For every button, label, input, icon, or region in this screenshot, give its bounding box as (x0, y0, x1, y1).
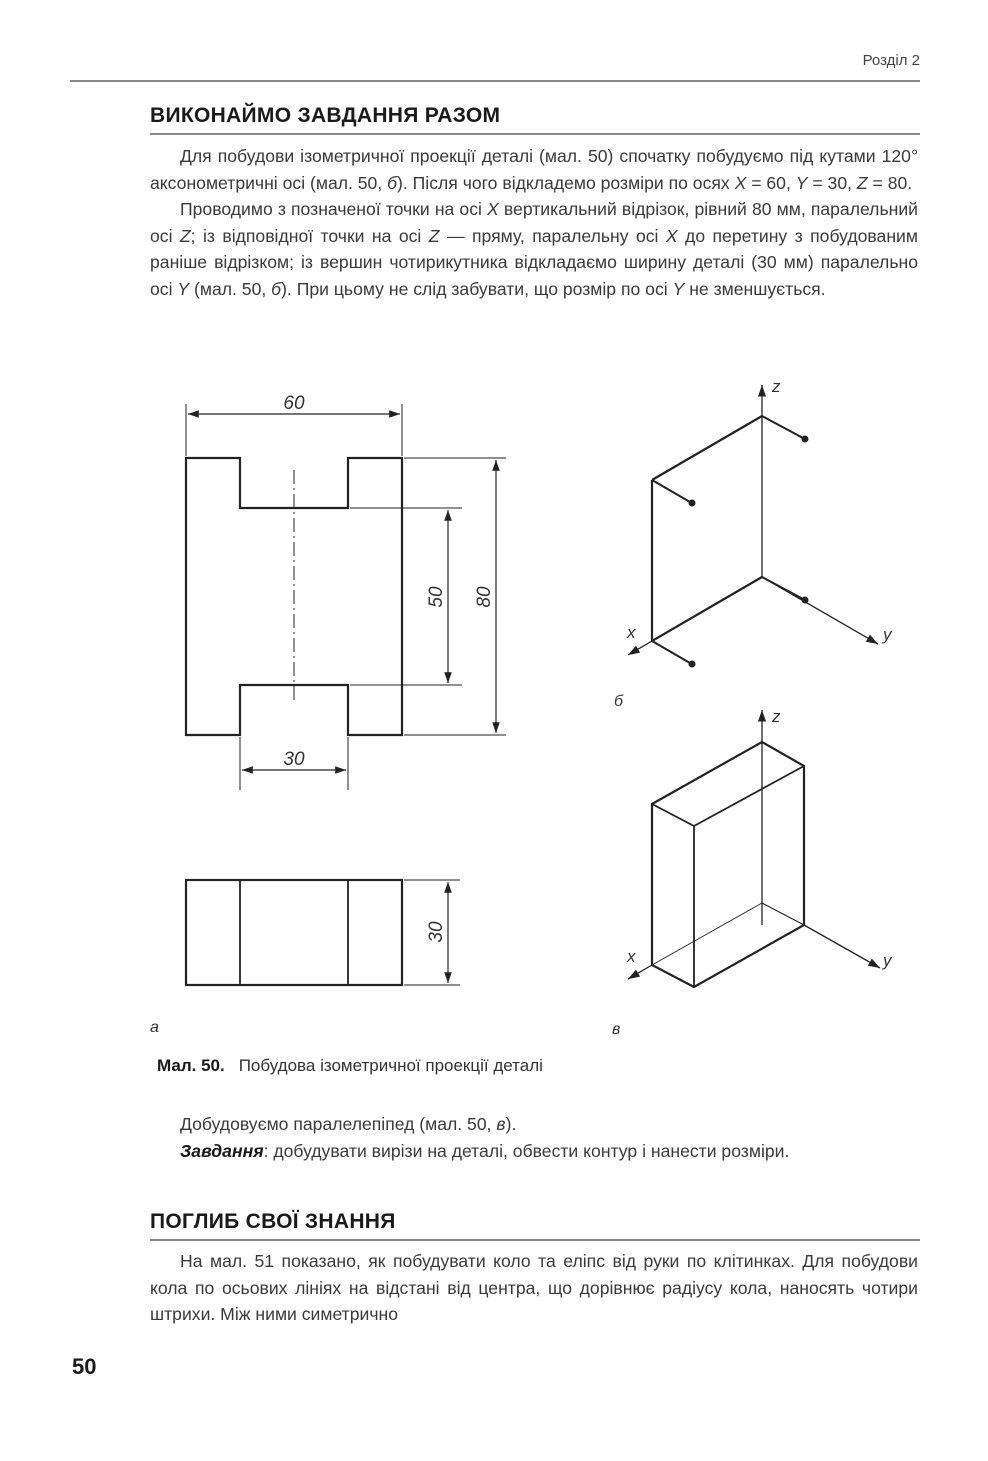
dim-30: 30 (283, 749, 305, 770)
y-axis (804, 925, 880, 968)
caption-label: Мал. 50. (157, 1056, 225, 1075)
label-a: а (150, 1019, 159, 1036)
dim-80: 80 (474, 586, 495, 608)
dim-60: 60 (283, 393, 305, 414)
label-v: в (612, 1021, 621, 1038)
front-view (186, 404, 506, 790)
section-heading: ВИКОНАЙМО ЗАВДАННЯ РАЗОМ (150, 104, 501, 127)
section-label: Розділ 2 (862, 52, 920, 69)
parallelepiped (628, 710, 880, 987)
z-axis-label: z (772, 377, 781, 396)
caption-text: Побудова ізометричної проекції деталі (238, 1056, 543, 1075)
figure-caption (157, 1056, 543, 1076)
y-axis-label: y (883, 625, 892, 644)
paragraph: Для побудови ізометричної проекції деталі (мал. 50) спочатку побудуємо під кутами 120° аксонометричні осі (мал. 50, б). Після чого відкладемо розміри по осях X = 60, Y = 30, Z = 80. (150, 146, 918, 193)
after-figure-body (150, 1111, 918, 1164)
construction-points (689, 436, 809, 668)
y-axis-label: y (883, 951, 892, 970)
axes-construction (628, 385, 878, 663)
paragraph: Проводимо з позначеної точки на осі X вертикальний відрізок, рівний 80 мм, паралельний осі Z; із відповідної точки на осі Z — пряму, паралельну осі X до перетину з побудованим раніше відрізком; із вершин чотирикутника відкладаємо ширину деталі (30 мм) паралельно осі Y (мал. 50, б). При цьому не слід забувати, що розмір по осі Y не зменшується. (150, 199, 918, 299)
dim-30-depth: 30 (426, 921, 447, 943)
paragraph: Добудовуємо паралелепіпед (мал. 50, в). (180, 1114, 517, 1134)
z-axis-label: z (772, 707, 781, 726)
x-axis-label: x (627, 623, 636, 642)
x-axis (628, 965, 652, 979)
page-number: 50 (72, 1354, 97, 1379)
top-view (186, 880, 460, 985)
paragraph: На мал. 51 показано, як побудувати коло та еліпс від руки по клітинках. Для побудови кола по осьових лініях на відстані від центра, що дорівнює радіусу кола, наносять чотири штрихи. Між ними симетрично (150, 1251, 918, 1324)
label-b: б (614, 693, 623, 710)
section-heading: ПОГЛИБ СВОЇ ЗНАННЯ (150, 1210, 396, 1233)
x-axis (628, 641, 652, 655)
paragraph: Завдання: добудувати вирізи на деталі, обвести контур і нанести розміри. (180, 1140, 790, 1161)
top-view-outline (186, 880, 402, 985)
dim-50: 50 (426, 586, 447, 608)
heading-rule (150, 1239, 920, 1241)
section-body (150, 1248, 918, 1328)
x-axis-label: x (627, 947, 636, 966)
